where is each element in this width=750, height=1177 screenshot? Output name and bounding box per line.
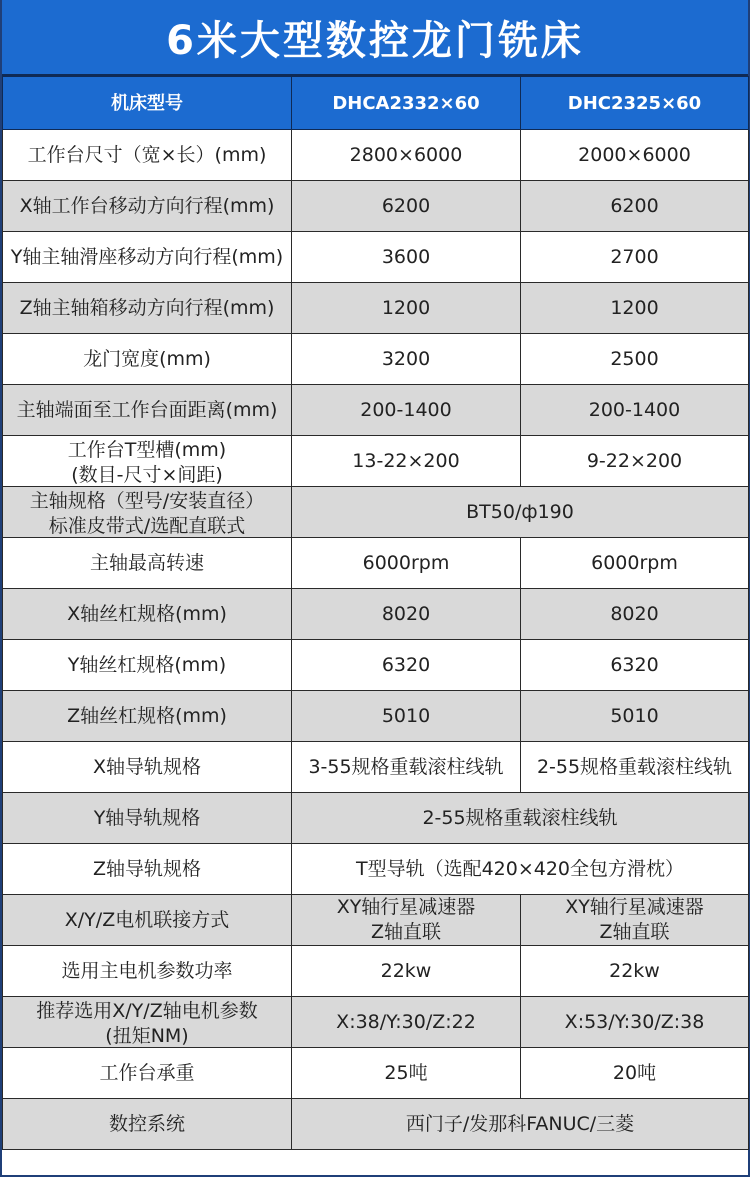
table-row	[3, 538, 749, 589]
value-b: 8020	[521, 589, 749, 640]
value-b: 2000×6000	[521, 130, 749, 181]
title-bar	[2, 0, 748, 76]
row-label: X轴导轨规格	[3, 742, 292, 793]
row-label: 工作台承重	[3, 1048, 292, 1099]
value-a: 8020	[292, 589, 521, 640]
value-b: 5010	[521, 691, 749, 742]
table-row	[3, 130, 749, 181]
value-b: X:53/Y:30/Z:38	[521, 997, 749, 1048]
value-merged: BT50/ф190	[292, 487, 749, 538]
table-row	[3, 1048, 749, 1099]
row-label: 数控系统	[3, 1099, 292, 1150]
table-row	[3, 589, 749, 640]
header-model-a: DHCA2332×60	[292, 77, 521, 130]
value-a: 13-22×200	[292, 436, 521, 487]
page-title: 6米大型数控龙门铣床	[166, 17, 584, 64]
value-b: 20吨	[521, 1048, 749, 1099]
value-b: 2700	[521, 232, 749, 283]
header-row	[3, 77, 749, 130]
row-label: 推荐选用X/Y/Z轴电机参数 (扭矩NM)	[3, 997, 292, 1048]
value-b: 6200	[521, 181, 749, 232]
table-row	[3, 742, 749, 793]
table-row	[3, 283, 749, 334]
value-a: X:38/Y:30/Z:22	[292, 997, 521, 1048]
value-a: 6320	[292, 640, 521, 691]
table-row	[3, 487, 749, 538]
row-label: 选用主电机参数功率	[3, 946, 292, 997]
value-merged: T型导轨（选配420×420全包方滑枕）	[292, 844, 749, 895]
row-label: 工作台T型槽(mm) (数目-尺寸×间距)	[3, 436, 292, 487]
value-b: 2500	[521, 334, 749, 385]
value-a: 1200	[292, 283, 521, 334]
row-label: 龙门宽度(mm)	[3, 334, 292, 385]
value-a: 3600	[292, 232, 521, 283]
value-a: 22kw	[292, 946, 521, 997]
table-row	[3, 436, 749, 487]
value-a: 5010	[292, 691, 521, 742]
table-row	[3, 334, 749, 385]
row-label: X轴丝杠规格(mm)	[3, 589, 292, 640]
table-row	[3, 793, 749, 844]
table-row	[3, 844, 749, 895]
row-label: 主轴最高转速	[3, 538, 292, 589]
value-merged: 西门子/发那科FANUC/三菱	[292, 1099, 749, 1150]
row-label: 主轴规格（型号/安装直径） 标准皮带式/选配直联式	[3, 487, 292, 538]
row-label: Y轴导轨规格	[3, 793, 292, 844]
value-b: XY轴行星减速器 Z轴直联	[521, 895, 749, 946]
value-b: 2-55规格重载滚柱线轨	[521, 742, 749, 793]
value-a: 3-55规格重载滚柱线轨	[292, 742, 521, 793]
row-label: X/Y/Z电机联接方式	[3, 895, 292, 946]
header-model-b: DHC2325×60	[521, 77, 749, 130]
row-label: 主轴端面至工作台面距离(mm)	[3, 385, 292, 436]
value-a: 3200	[292, 334, 521, 385]
value-a: 200-1400	[292, 385, 521, 436]
row-label: Y轴丝杠规格(mm)	[3, 640, 292, 691]
header-model-label: 机床型号	[3, 77, 292, 130]
row-label: 工作台尺寸（宽×长）(mm)	[3, 130, 292, 181]
value-a: 6000rpm	[292, 538, 521, 589]
table-row	[3, 895, 749, 946]
table-row	[3, 181, 749, 232]
value-a: 2800×6000	[292, 130, 521, 181]
value-merged: 2-55规格重载滚柱线轨	[292, 793, 749, 844]
value-b: 6320	[521, 640, 749, 691]
table-row	[3, 385, 749, 436]
table-row	[3, 997, 749, 1048]
table-row	[3, 691, 749, 742]
spec-table	[2, 76, 749, 1150]
value-a: 25吨	[292, 1048, 521, 1099]
table-row	[3, 232, 749, 283]
table-row	[3, 640, 749, 691]
value-b: 9-22×200	[521, 436, 749, 487]
table-row	[3, 1099, 749, 1150]
value-b: 200-1400	[521, 385, 749, 436]
row-label: Y轴主轴滑座移动方向行程(mm)	[3, 232, 292, 283]
row-label: Z轴丝杠规格(mm)	[3, 691, 292, 742]
row-label: Z轴主轴箱移动方向行程(mm)	[3, 283, 292, 334]
table-row	[3, 946, 749, 997]
value-a: XY轴行星减速器 Z轴直联	[292, 895, 521, 946]
value-b: 22kw	[521, 946, 749, 997]
row-label: Z轴导轨规格	[3, 844, 292, 895]
value-b: 1200	[521, 283, 749, 334]
row-label: X轴工作台移动方向行程(mm)	[3, 181, 292, 232]
value-b: 6000rpm	[521, 538, 749, 589]
value-a: 6200	[292, 181, 521, 232]
